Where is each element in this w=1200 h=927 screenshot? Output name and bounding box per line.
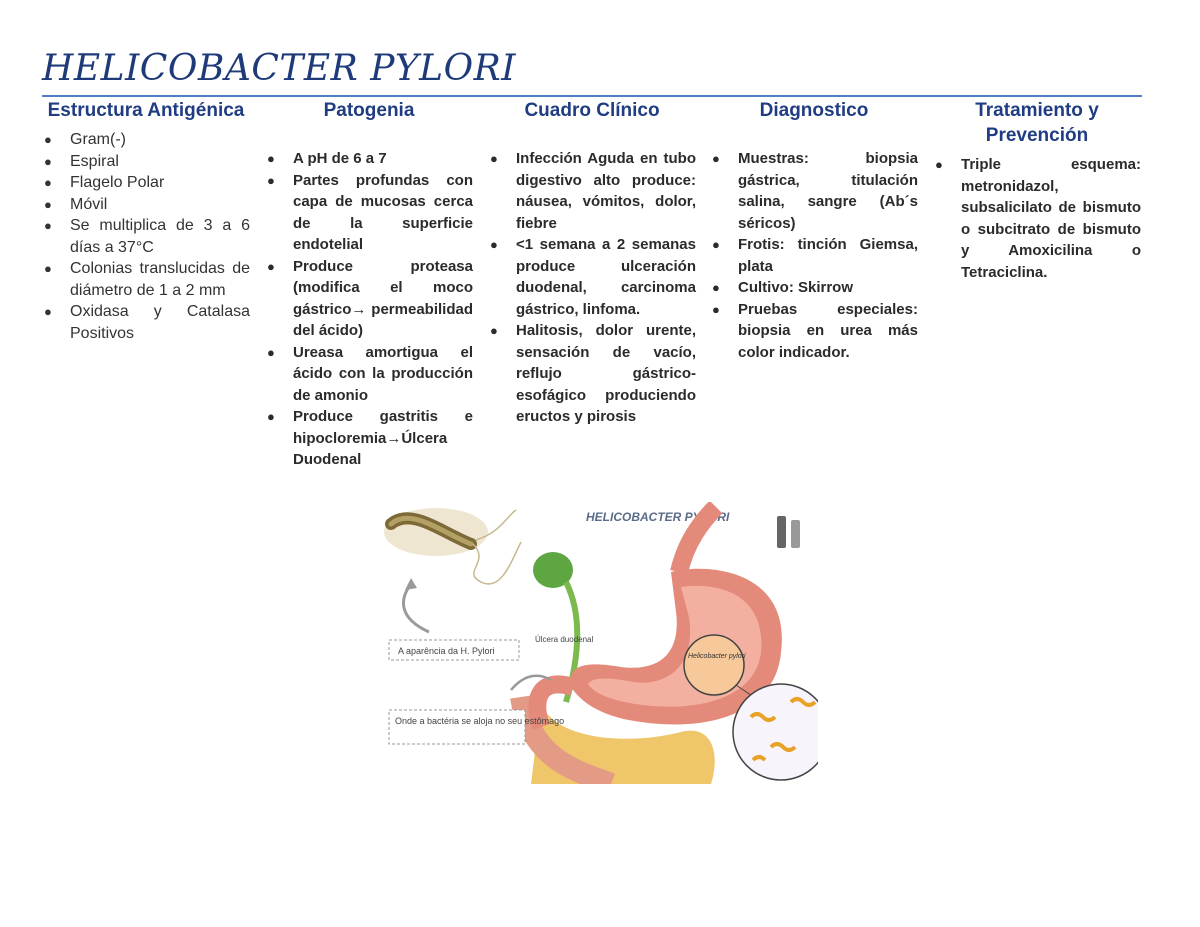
list-item: ● Infección Aguda en tubo digestivo alto produce: náusea, vómitos, dolor, fiebre	[490, 150, 696, 232]
column-cuadro-clinico	[488, 98, 696, 428]
list-item: ● Espiral	[44, 152, 119, 170]
column-heading: Estructura Antigénica	[47, 100, 245, 121]
column-list	[42, 129, 250, 344]
column-estructura	[42, 98, 250, 344]
list-item: ● Produce gastritis e hipocloremia→Úlcera Duodenal	[267, 408, 473, 468]
list-item: ● Halitosis, dolor urente, sensación de vacío, reflujo gástrico-esofágico produciendo eructos y pirosis	[490, 322, 696, 425]
list-item: ● A pH de 6 a 7	[267, 150, 387, 167]
list-item: ● Flagelo Polar	[44, 174, 165, 191]
stomach-illustration	[381, 502, 818, 784]
page-title: HELICOBACTER PYLORI	[42, 48, 516, 89]
list-item: ● Muestras: biopsia gástrica, titulación salina, sangre (Ab´s séricos)	[712, 150, 918, 232]
list-item: ● Pruebas especiales: biopsia en urea más color indicador.	[712, 300, 918, 361]
column-heading: Tratamiento y Prevención	[975, 100, 1099, 146]
column-list	[265, 148, 473, 471]
column-heading: Cuadro Clínico	[524, 100, 660, 121]
list-item: ● Ureasa amortigua el ácido con la producción de amonio	[267, 343, 473, 404]
where-label: Onde a bactéria se aloja no seu estômago	[395, 716, 565, 726]
list-item: ● <1 semana a 2 semanas produce ulceración duodenal, carcinoma gástrico, linfoma.	[490, 236, 696, 318]
list-item: ● Partes profundas con capa de mucosas cerca de la superficie endotelial	[267, 171, 473, 253]
column-tratamiento	[933, 98, 1141, 283]
column-patogenia	[265, 98, 473, 471]
zoom-label: Helicobacter pylori	[688, 653, 746, 660]
column-list	[933, 154, 1141, 283]
column-list	[488, 148, 696, 428]
list-item: ● Triple esquema: metronidazol, subsalicilato de bismuto o subcitrato de bismuto y Amoxicilina o Tetraciclina.	[935, 156, 1141, 281]
ulcer-label: Úlcera duodenal	[535, 635, 594, 644]
list-item: ● Frotis: tinción Giemsa, plata	[712, 236, 918, 275]
list-item: ● Gram(-)	[44, 131, 126, 148]
list-item: ● Produce proteasa (modifica el moco gástrico→ permeabilidad del ácido)	[267, 257, 473, 339]
column-list	[710, 148, 918, 363]
appearance-label: A aparência da H. Pylori	[398, 646, 495, 656]
list-item: ● Móvil	[44, 195, 108, 213]
list-item: ● Oxidasa y Catalasa Positivos	[44, 303, 250, 342]
title-underline	[42, 95, 1142, 97]
list-item: ● Colonias translucidas de diámetro de 1 a 2 mm	[44, 260, 250, 299]
illustration-title: HELICOBACTER PYLORI	[586, 510, 730, 524]
column-heading: Diagnostico	[759, 100, 869, 121]
column-heading: Patogenia	[323, 100, 415, 121]
list-item: ● Cultivo: Skirrow	[712, 279, 854, 296]
column-diagnostico	[710, 98, 918, 363]
list-item: ● Se multiplica de 3 a 6 días a 37°C	[44, 217, 250, 256]
